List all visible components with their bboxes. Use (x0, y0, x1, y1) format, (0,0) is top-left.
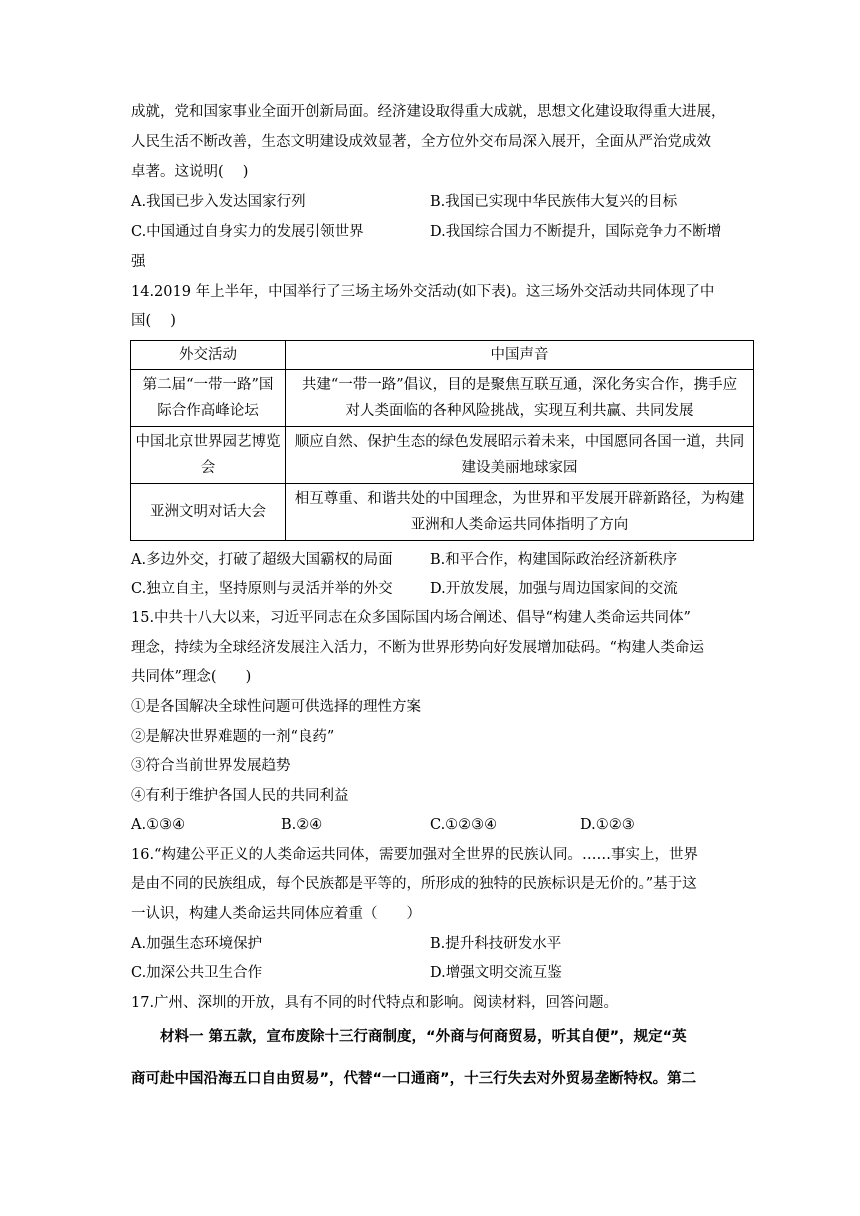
q15-option-c[interactable]: C.①②③④ (430, 817, 498, 833)
q15-line-3: 共同体”理念( ) (131, 669, 252, 685)
q13-line-3: 卓著。这说明( ) (131, 164, 249, 180)
table-row (131, 484, 754, 541)
q15-option-b[interactable]: B.②④ (281, 817, 323, 833)
q17-material-1 (160, 1027, 687, 1047)
q16-line-3: 一认识，构建人类命运共同体应着重（ ） (131, 906, 421, 922)
q16-line-2: 是由不同的民族组成，每个民族都是平等的，所形成的独特的民族标识是无价的。”基于这 (131, 876, 697, 892)
q15-item-1: ①是各国解决全球性问题可供选择的理性方案 (131, 699, 421, 715)
cell-text: 相互尊重、和谐共处的中国理念，为世界和平发展开辟新路径，为构建 (294, 491, 745, 507)
table-cell-voice (286, 484, 754, 541)
cell-text: 际合作高峰论坛 (157, 403, 259, 419)
q16-option-d[interactable]: D.增强文明交流互鉴 (430, 965, 562, 981)
q13-option-d[interactable]: D.我国综合国力不断提升，国际竞争力不断增 (430, 224, 722, 240)
table-header-activity: 外交活动 (131, 341, 286, 370)
table-cell-activity (131, 370, 286, 427)
table-cell-voice (286, 370, 754, 427)
table-cell-activity (131, 427, 286, 484)
q13-option-d-continued: 强 (131, 254, 146, 270)
cell-text: 第二届“一带一路”国 (142, 377, 274, 393)
table-cell-voice (286, 427, 754, 484)
table-header-row (131, 341, 754, 370)
cell-text: 亚洲文明对话大会 (150, 504, 266, 520)
q13-option-a[interactable]: A.我国已步入发达国家行列 (131, 194, 306, 210)
q13-option-b[interactable]: B.我国已实现中华民族伟大复兴的目标 (430, 194, 678, 210)
q15-item-3: ③符合当前世界发展趋势 (131, 758, 291, 774)
q14-option-a[interactable]: A.多边外交，打破了超级大国霸权的局面 (131, 552, 393, 568)
cell-text: 顺应自然、保护生态的绿色发展昭示着未来，中国愿同各国一道，共同 (294, 434, 745, 450)
q16-option-a[interactable]: A.加强生态环境保护 (131, 936, 263, 952)
table-header-voice: 中国声音 (286, 341, 754, 370)
cell-text: 对人类面临的各种风险挑战，实现互利共赢、共同发展 (345, 403, 694, 419)
q16-line-1: 16.“构建公平正义的人类命运共同体，需要加强对全世界的民族认同。……事实上，世界 (131, 847, 698, 863)
diplomacy-table (130, 340, 754, 541)
cell-text: 亚洲和人类命运共同体指明了方向 (410, 517, 629, 533)
material-label: 材料一 (160, 1029, 204, 1045)
q15-option-a[interactable]: A.①③④ (131, 817, 186, 833)
cell-text: 会 (200, 460, 216, 476)
table-row (131, 370, 754, 427)
q15-option-d[interactable]: D.①②③ (580, 817, 635, 833)
q15-item-2: ②是解决世界难题的一剂“良药” (131, 729, 335, 745)
cell-text: 建设美丽地球家园 (461, 460, 578, 476)
q15-line-2: 理念，持续为全球经济发展注入活力，不断为世界形势向好发展增加砝码。“构建人类命运 (131, 640, 704, 656)
cell-text: 共建“一带一路”倡议，目的是聚焦互联互通，深化务实合作，携手应 (301, 377, 738, 393)
table-row (131, 427, 754, 484)
q13-option-c[interactable]: C.中国通过自身实力的发展引领世界 (131, 224, 364, 240)
q17-line-1: 17.广州、深圳的开放，具有不同的时代特点和影响。阅读材料，回答问题。 (131, 995, 619, 1011)
q16-option-c[interactable]: C.加深公共卫生合作 (131, 965, 263, 981)
q14-line-2: 国( ) (131, 313, 176, 329)
q16-option-b[interactable]: B.提升科技研发水平 (430, 936, 562, 952)
q14-option-b[interactable]: B.和平合作，构建国际政治经济新秩序 (430, 552, 678, 568)
q13-line-2: 人民生活不断改善，生态文明建设成效显著，全方位外交布局深入展开，全面从严治党成效 (131, 134, 711, 150)
q13-line-1: 成就，党和国家事业全面开创新局面。经济建设取得重大成就，思想文化建设取得重大进展， (131, 104, 726, 120)
q14-line-1: 14.2019 年上半年，中国举行了三场主场外交活动(如下表)。这三场外交活动共同体现了中 (131, 284, 715, 300)
q17-material-2: 商可赴中国沿海五口自由贸易”，代替“一口通商”，十三行失去对外贸易垄断特权。第二 (131, 1071, 697, 1087)
q14-option-d[interactable]: D.开放发展，加强与周边国家间的交流 (430, 581, 678, 597)
material-text: 第五款，宣布废除十三行商制度，“外商与何商贸易，听其自便”，规定“英 (203, 1029, 687, 1045)
table-cell-activity (131, 484, 286, 541)
q15-line-1: 15.中共十八大以来，习近平同志在众多国际国内场合阐述、倡导“构建人类命运共同体” (131, 610, 691, 626)
q14-option-c[interactable]: C.独立自主，坚持原则与灵活并举的外交 (131, 581, 393, 597)
cell-text: 中国北京世界园艺博览 (135, 434, 281, 450)
q15-item-4: ④有利于维护各国人民的共同利益 (131, 788, 349, 804)
